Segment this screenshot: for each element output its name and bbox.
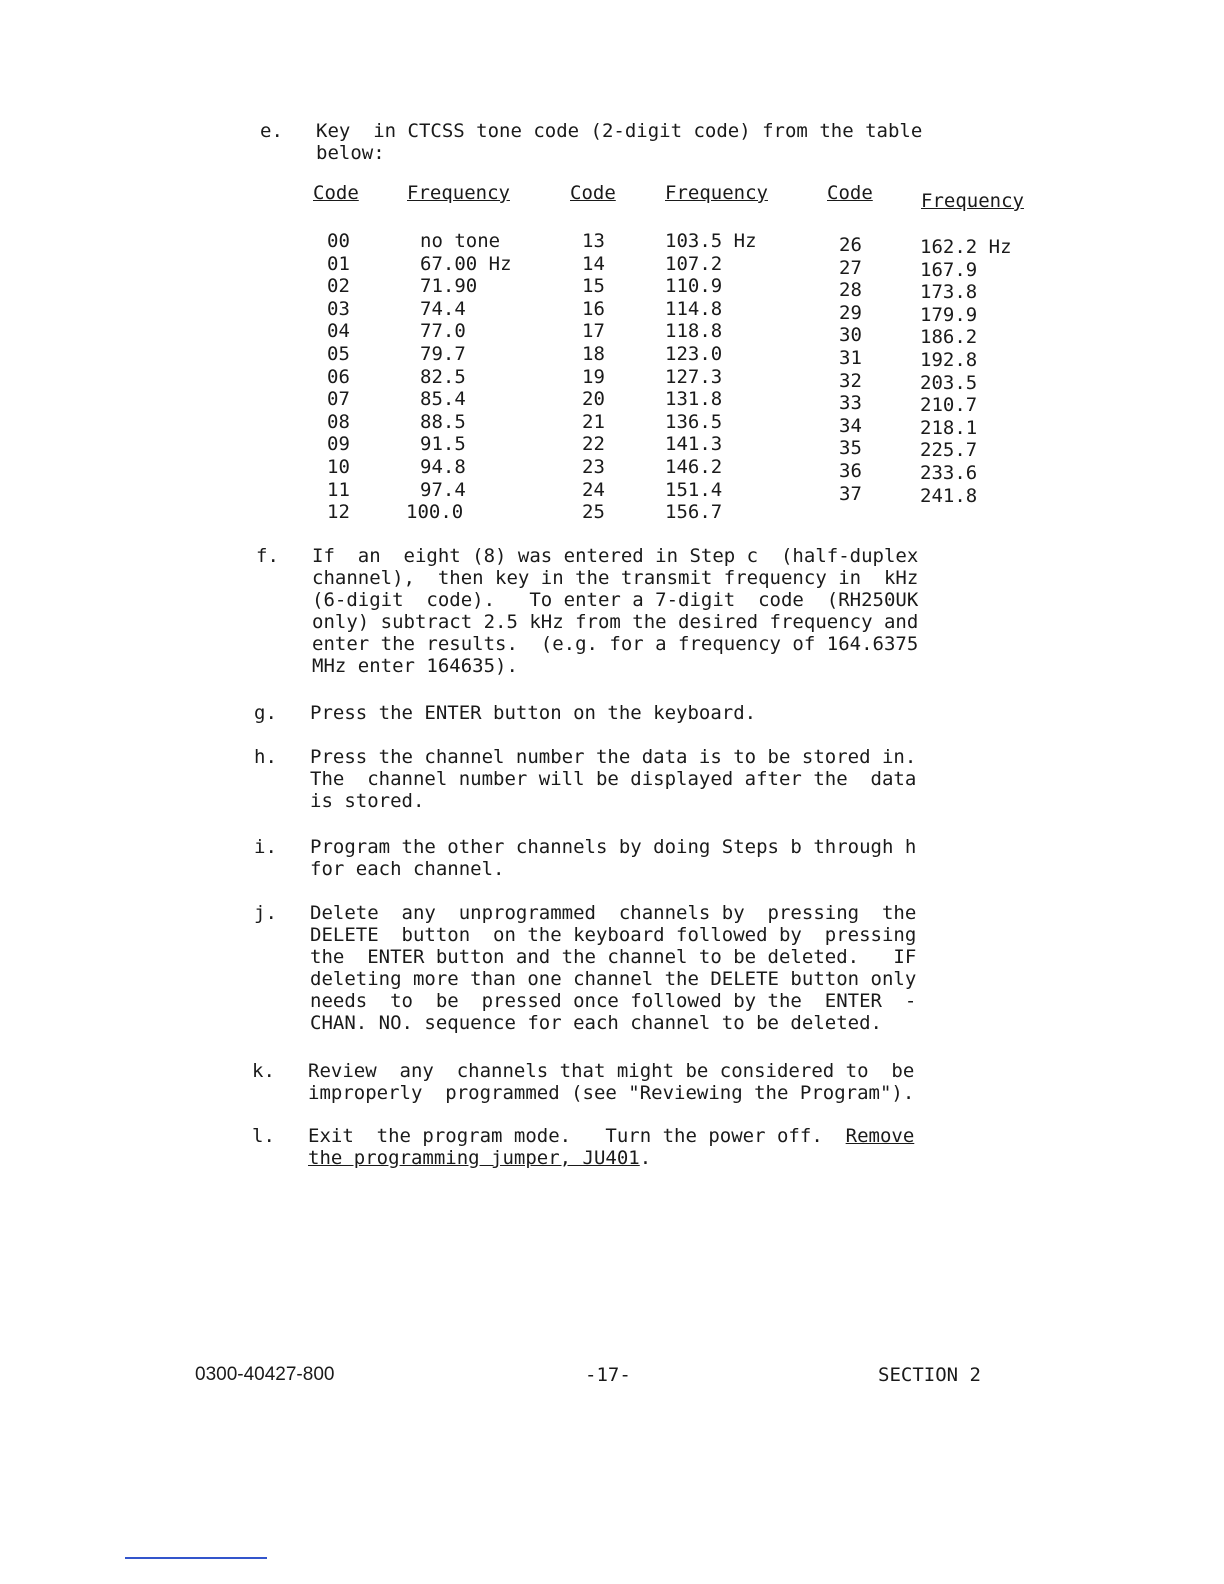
tone-frequency: 118.8 bbox=[665, 320, 723, 343]
tone-frequency: 136.5 bbox=[665, 410, 723, 433]
text-line: Delete any unprogrammed channels by pressing the bbox=[310, 902, 917, 924]
tone-code: 00 bbox=[327, 230, 350, 252]
tone-frequency: 186.2 bbox=[920, 326, 978, 349]
tone-frequency: 91.5 bbox=[420, 433, 466, 456]
tone-frequency: 71.90 bbox=[420, 275, 478, 298]
tone-code: 23 bbox=[582, 455, 605, 478]
tone-frequency: 162.2 Hz bbox=[920, 236, 1012, 258]
tone-code: 16 bbox=[582, 297, 605, 320]
tone-frequency: 103.5 Hz bbox=[665, 230, 757, 252]
page-number: -17- bbox=[585, 1364, 631, 1386]
table-header-frequency: Frequency bbox=[921, 190, 1024, 212]
step-letter: f. bbox=[256, 545, 279, 567]
text-line: Press the ENTER button on the keyboard. bbox=[310, 702, 757, 724]
step-letter: h. bbox=[254, 746, 277, 768]
step-text bbox=[308, 1125, 1028, 1169]
table-header-frequency: Frequency bbox=[665, 182, 768, 204]
tone-code: 19 bbox=[582, 365, 605, 388]
step-text bbox=[310, 702, 1030, 724]
tone-code: 35 bbox=[839, 437, 862, 460]
tone-code: 03 bbox=[327, 297, 350, 320]
underlined-text: Remove bbox=[845, 1125, 915, 1147]
text-line bbox=[308, 1125, 1028, 1147]
tone-frequency: 192.8 bbox=[920, 348, 978, 371]
section-label: SECTION 2 bbox=[878, 1364, 981, 1386]
tone-frequency: 107.2 bbox=[665, 252, 723, 275]
tone-frequency: 74.4 bbox=[420, 297, 466, 320]
tone-frequency: 88.5 bbox=[420, 410, 466, 433]
table-header-frequency: Frequency bbox=[407, 182, 510, 204]
text-line: the ENTER button and the channel to be deleted. IF bbox=[310, 946, 917, 968]
tone-frequency: 79.7 bbox=[420, 342, 466, 365]
tone-code: 36 bbox=[839, 459, 862, 482]
tone-code: 12 bbox=[327, 501, 350, 524]
step-text bbox=[316, 120, 1036, 164]
text-line: enter the results. (e.g. for a frequency of 164.6375 bbox=[312, 633, 919, 655]
step-letter: k. bbox=[252, 1060, 275, 1082]
tone-frequency: 225.7 bbox=[920, 439, 978, 462]
tone-frequency: 67.00 Hz bbox=[420, 252, 512, 275]
tone-frequency: 146.2 bbox=[665, 455, 723, 478]
frequency-column-3 bbox=[920, 236, 1012, 507]
text-line: If an eight (8) was entered in Step c (half-duplex bbox=[312, 545, 919, 567]
tone-code: 11 bbox=[327, 478, 350, 501]
tone-frequency: 85.4 bbox=[420, 388, 466, 411]
text-segment: . bbox=[639, 1147, 652, 1169]
tone-code: 07 bbox=[327, 388, 350, 411]
tone-code: 26 bbox=[839, 234, 862, 256]
tone-frequency: 82.5 bbox=[420, 365, 466, 388]
step-letter: i. bbox=[254, 836, 277, 858]
tone-code: 37 bbox=[839, 482, 862, 505]
step-text bbox=[310, 836, 1030, 880]
tone-frequency: 141.3 bbox=[665, 433, 723, 456]
text-segment: Exit the program mode. Turn the power off. bbox=[308, 1125, 846, 1147]
table-header-code: Code bbox=[827, 182, 873, 204]
tone-frequency: 156.7 bbox=[665, 501, 723, 524]
text-line: (6-digit code). To enter a 7-digit code (RH250UK bbox=[312, 589, 919, 611]
tone-frequency: 151.4 bbox=[665, 478, 723, 501]
text-line: improperly programmed (see "Reviewing the Program"). bbox=[308, 1082, 915, 1104]
table-header-code: Code bbox=[313, 182, 359, 204]
text-line: needs to be pressed once followed by the ENTER - bbox=[310, 990, 917, 1012]
tone-frequency: 114.8 bbox=[665, 297, 723, 320]
tone-code: 24 bbox=[582, 478, 605, 501]
tone-code: 14 bbox=[582, 252, 605, 275]
step-letter: l. bbox=[252, 1125, 275, 1147]
text-line: DELETE button on the keyboard followed by pressing bbox=[310, 924, 917, 946]
tone-code: 20 bbox=[582, 388, 605, 411]
text-line: MHz enter 164635). bbox=[312, 655, 518, 677]
tone-frequency: 218.1 bbox=[920, 416, 978, 439]
tone-code: 25 bbox=[582, 501, 605, 524]
text-line: channel), then key in the transmit frequency in kHz bbox=[312, 567, 919, 589]
tone-code: 15 bbox=[582, 275, 605, 298]
tone-frequency: 123.0 bbox=[665, 342, 723, 365]
code-column-1 bbox=[327, 230, 350, 524]
text-line: only) subtract 2.5 kHz from the desired frequency and bbox=[312, 611, 919, 633]
tone-code: 06 bbox=[327, 365, 350, 388]
tone-frequency: 100.0 bbox=[406, 501, 464, 524]
text-line: for each channel. bbox=[310, 858, 505, 880]
step-text bbox=[312, 545, 1032, 677]
code-column-3 bbox=[839, 234, 862, 505]
tone-code: 17 bbox=[582, 320, 605, 343]
tone-code: 02 bbox=[327, 275, 350, 298]
tone-code: 32 bbox=[839, 369, 862, 392]
tone-frequency: 94.8 bbox=[420, 455, 466, 478]
tone-frequency: 77.0 bbox=[420, 320, 466, 343]
step-text bbox=[310, 746, 1030, 812]
tone-code: 30 bbox=[839, 324, 862, 347]
tone-frequency: 210.7 bbox=[920, 394, 978, 417]
tone-frequency: 203.5 bbox=[920, 371, 978, 394]
text-line bbox=[308, 1147, 1028, 1169]
tone-code: 31 bbox=[839, 346, 862, 369]
document-number: 0300-40427-800 bbox=[195, 1364, 335, 1385]
step-text bbox=[310, 902, 1030, 1034]
text-line: below: bbox=[316, 142, 385, 164]
tone-code: 18 bbox=[582, 342, 605, 365]
tone-frequency: 97.4 bbox=[420, 478, 466, 501]
step-letter: g. bbox=[254, 702, 277, 724]
frequency-column-1 bbox=[406, 230, 540, 524]
text-line: Key in CTCSS tone code (2-digit code) from the table bbox=[316, 120, 923, 142]
underlined-text: the programming jumper, JU401 bbox=[308, 1147, 640, 1169]
text-line: CHAN. NO. sequence for each channel to be deleted. bbox=[310, 1012, 882, 1034]
tone-code: 22 bbox=[582, 433, 605, 456]
table-header-code: Code bbox=[570, 182, 616, 204]
tone-code: 04 bbox=[327, 320, 350, 343]
tone-frequency: no tone bbox=[420, 230, 501, 252]
tone-code: 10 bbox=[327, 455, 350, 478]
tone-code: 21 bbox=[582, 410, 605, 433]
tone-code: 13 bbox=[582, 230, 605, 252]
tone-frequency: 127.3 bbox=[665, 365, 723, 388]
tone-code: 28 bbox=[839, 279, 862, 302]
tone-code: 34 bbox=[839, 414, 862, 437]
text-line: Program the other channels by doing Steps b through h bbox=[310, 836, 917, 858]
tone-frequency: 167.9 bbox=[920, 258, 978, 281]
text-line: is stored. bbox=[310, 790, 425, 812]
step-letter: e. bbox=[260, 120, 283, 142]
text-line: deleting more than one channel the DELETE button only bbox=[310, 968, 917, 990]
text-line: Press the channel number the data is to be stored in. bbox=[310, 746, 917, 768]
tone-frequency: 179.9 bbox=[920, 303, 978, 326]
step-letter: j. bbox=[254, 902, 277, 924]
tone-code: 27 bbox=[839, 256, 862, 279]
tone-code: 33 bbox=[839, 392, 862, 415]
bottom-rule bbox=[125, 1557, 267, 1559]
tone-frequency: 131.8 bbox=[665, 388, 723, 411]
tone-code: 29 bbox=[839, 301, 862, 324]
frequency-column-2 bbox=[665, 230, 757, 524]
tone-frequency: 173.8 bbox=[920, 281, 978, 304]
tone-code: 08 bbox=[327, 410, 350, 433]
tone-code: 01 bbox=[327, 252, 350, 275]
ctcss-tone-table bbox=[310, 182, 1050, 527]
code-column-2 bbox=[582, 230, 605, 524]
tone-code: 05 bbox=[327, 342, 350, 365]
step-text bbox=[308, 1060, 1028, 1104]
tone-code: 09 bbox=[327, 433, 350, 456]
tone-frequency: 241.8 bbox=[920, 484, 978, 507]
text-line: The channel number will be displayed after the data bbox=[310, 768, 917, 790]
tone-frequency: 110.9 bbox=[665, 275, 723, 298]
text-line: Review any channels that might be considered to be bbox=[308, 1060, 915, 1082]
tone-frequency: 233.6 bbox=[920, 461, 978, 484]
